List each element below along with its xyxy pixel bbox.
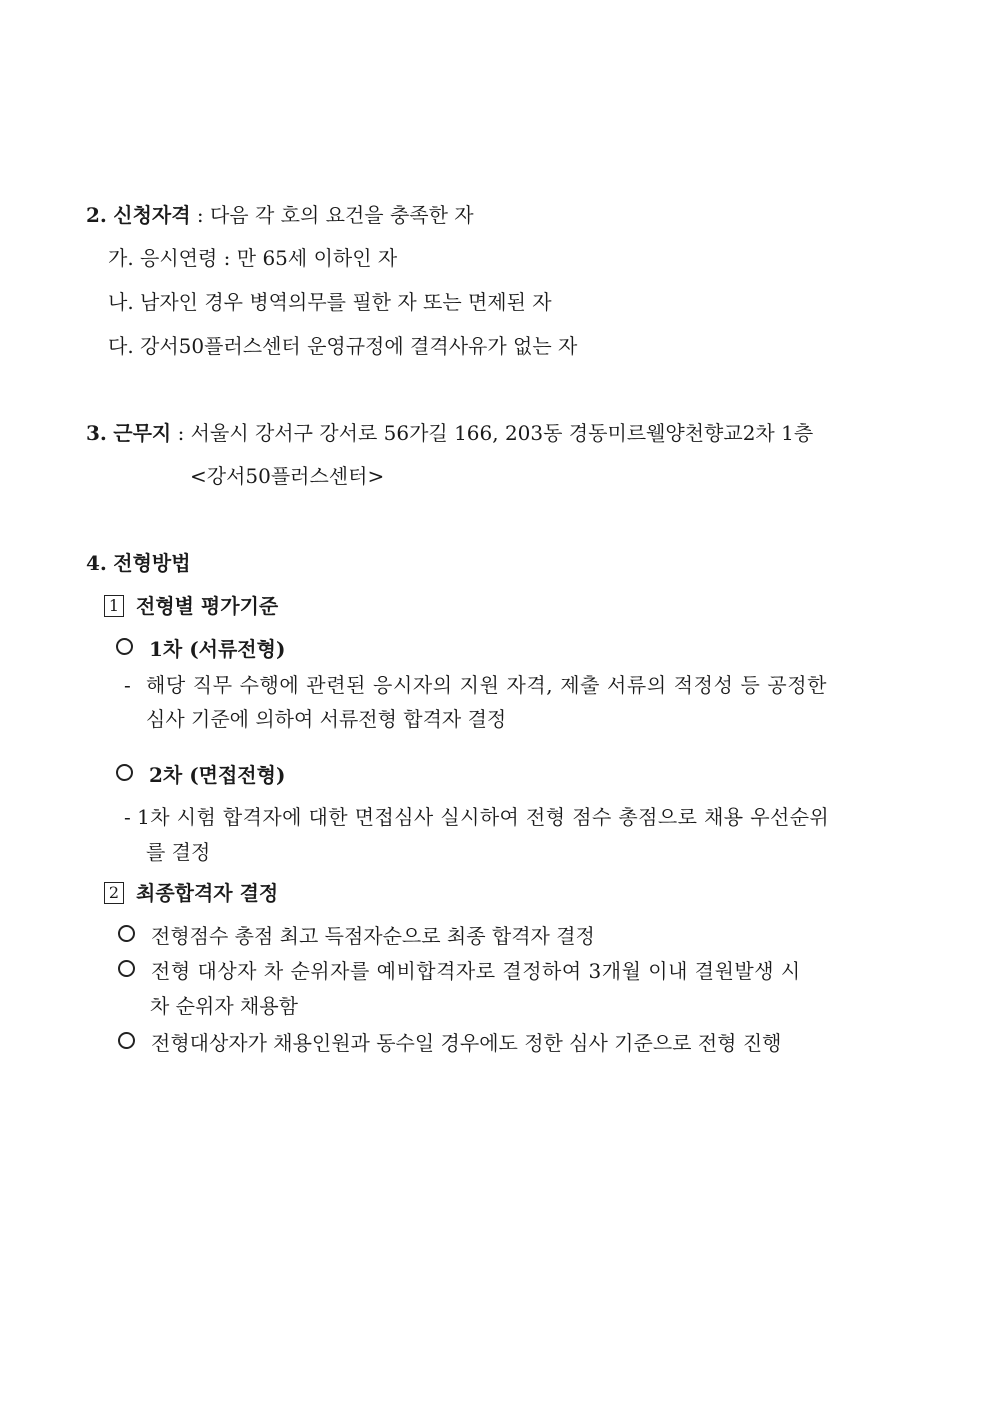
stage-1-line-1-text: 해당 직무 수행에 관련된 응시자의 지원 자격, 제출 서류의 적정성 등 공정한 [146, 673, 828, 697]
item-text: 강서50플러스센터 운영규정에 결격사유가 없는 자 [140, 334, 578, 358]
item-marker: 가. [108, 246, 134, 270]
subsection-1-title: 전형별 평가기준 [136, 594, 279, 618]
section-2-number: 2. [86, 203, 107, 227]
boxed-number-2: 2 [104, 882, 124, 904]
stage-2-line-1-text: 1차 시험 합격자에 대한 면접심사 실시하여 전형 점수 총점으로 채용 우선순위 [137, 805, 830, 829]
section-2-item-ga [108, 245, 397, 271]
section-2-item-da [108, 333, 577, 359]
dash-marker: - [124, 805, 131, 829]
stage-1-title: 1차 (서류전형) [149, 637, 286, 661]
stage-2-desc-line-2: 를 결정 [146, 840, 211, 864]
section-2-item-na [108, 289, 552, 315]
subsection-2-title: 최종합격자 결정 [136, 881, 279, 905]
item-text: 응시연령 : 만 65세 이하인 자 [140, 246, 398, 270]
section-4-heading [86, 550, 191, 576]
section-4-number: 4. [86, 551, 107, 575]
circle-bullet-icon [116, 638, 133, 655]
final-bullet-1-text: 전형점수 총점 최고 득점자순으로 최종 합격자 결정 [151, 924, 595, 948]
stage-1-heading [116, 636, 285, 662]
section-2-heading [86, 202, 474, 228]
final-bullet-1 [118, 923, 595, 949]
stage-1-desc-text [146, 672, 906, 698]
circle-bullet-icon [118, 1032, 135, 1049]
section-2-description: : 다음 각 호의 요건을 충족한 자 [196, 203, 474, 227]
section-2-title: 신청자격 [113, 203, 191, 227]
circle-bullet-icon [116, 764, 133, 781]
stage-1-desc-line-1 [124, 672, 906, 698]
final-bullet-2-text: 전형 대상자 차 순위자를 예비합격자로 결정하여 3개월 이내 결원발생 시 [151, 959, 801, 983]
subsection-2-heading [104, 880, 278, 906]
subsection-1-heading [104, 593, 278, 619]
boxed-number-1: 1 [104, 595, 124, 617]
final-bullet-3-text: 전형대상자가 채용인원과 동수일 경우에도 정한 심사 기준으로 전형 진행 [151, 1031, 782, 1055]
section-3-heading [86, 420, 813, 446]
item-marker: 나. [108, 290, 134, 314]
item-text: 남자인 경우 병역의무를 필한 자 또는 면제된 자 [140, 290, 552, 314]
section-3-number: 3. [86, 421, 107, 445]
circle-bullet-icon [118, 925, 135, 942]
stage-2-title: 2차 (면접전형) [149, 763, 286, 787]
stage-2-heading [116, 762, 285, 788]
final-bullet-3 [118, 1030, 781, 1056]
item-marker: 다. [108, 334, 134, 358]
section-4-title: 전형방법 [113, 551, 191, 575]
stage-2-desc-line-1 [124, 804, 906, 830]
final-bullet-2-continued: 차 순위자 채용함 [150, 994, 298, 1018]
circle-bullet-icon [118, 960, 135, 977]
section-3-address: : 서울시 강서구 강서로 56가길 166, 203동 경동미르웰양천향교2차 1층 [177, 421, 814, 445]
section-3-title: 근무지 [113, 421, 172, 445]
final-bullet-2 [118, 958, 801, 984]
dash-marker: - [124, 673, 131, 697]
stage-1-desc-line-2: 심사 기준에 의하여 서류전형 합격자 결정 [146, 707, 507, 731]
section-3-center-name: <강서50플러스센터> [190, 464, 385, 488]
